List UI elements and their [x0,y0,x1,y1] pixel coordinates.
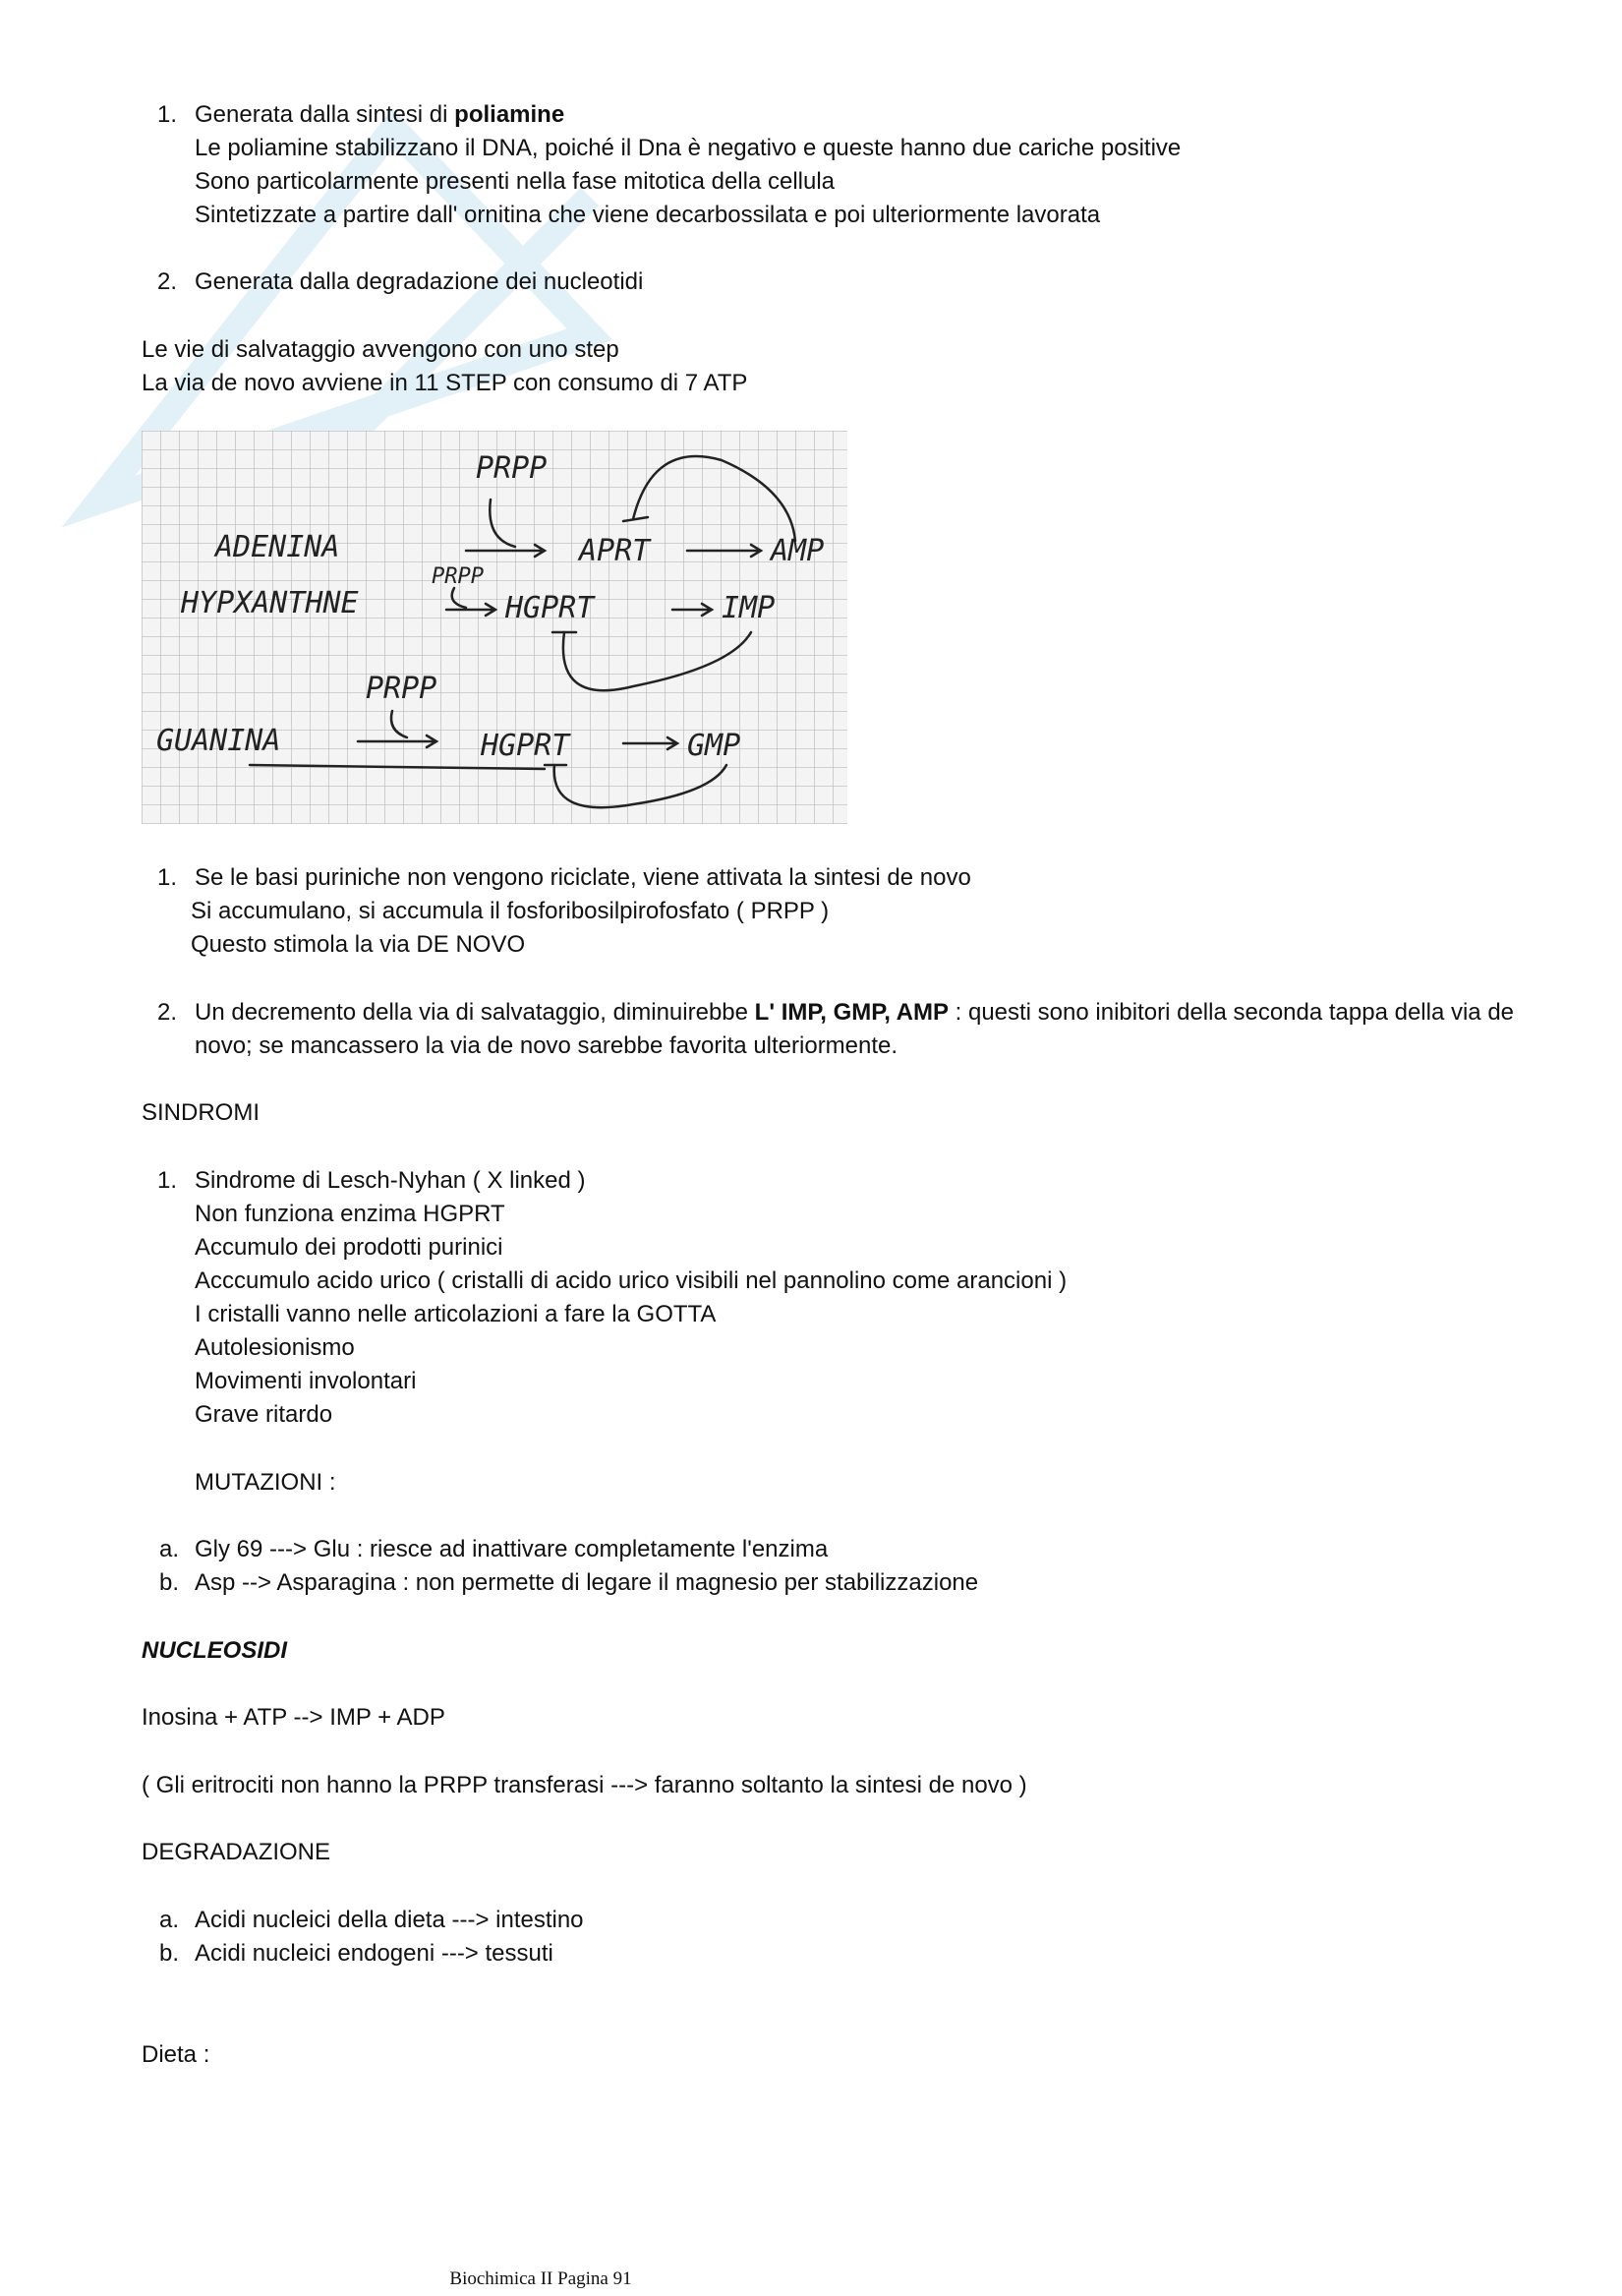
list2-num-2: 2. [157,999,178,1026]
nucleosidi-reaction: Inosina + ATP --> IMP + ADP [142,1704,445,1731]
bold-term: poliamine [454,101,565,128]
label-prpp-2: PRPP [432,564,484,589]
nucleosidi-note: ( Gli eritrociti non hanno la PRPP transferasi ---> faranno soltanto la sintesi de novo ) [142,1772,1027,1798]
mutazione-text-a: Gly 69 ---> Glu : riesce ad inattivare completamente l'enzima [195,1536,829,1562]
list1-num-1: 1. [157,101,178,128]
degradazione-text-a: Acidi nucleici della dieta ---> intestino [195,1907,584,1933]
list1-item2-line1: Generata dalla degradazione dei nucleotidi [195,268,644,295]
sindromi-line: I cristalli vanno nelle articolazioni a fare la GOTTA [195,1301,717,1327]
degradazione-letter-a: a. [159,1907,180,1933]
list1-item1-line2: Le poliamine stabilizzano il DNA, poiché il Dna è negativo e queste hanno due cariche positive [195,135,1182,161]
list1-num-2: 2. [157,268,178,295]
list2-item1-line3: Questo stimola la via DE NOVO [191,931,526,958]
salvage-pathway-figure [142,431,847,824]
heading-sindromi: SINDROMI [142,1099,260,1126]
mutazioni-label: MUTAZIONI : [195,1469,336,1496]
heading-nucleosidi: NUCLEOSIDI [142,1637,288,1664]
dieta-label: Dieta : [142,2041,210,2068]
label-hgprt-2: HGPRT [481,729,570,763]
label-prpp-1: PRPP [476,451,548,486]
text-span: : questi sono inibitori della seconda tappa della via de [948,999,1515,1026]
sindromi-line: Sindrome di Lesch-Nyhan ( X linked ) [195,1167,586,1194]
sindromi-num: 1. [157,1167,178,1194]
list1-item1-line4: Sintetizzate a partire dall' ornitina che viene decarbossilata e poi ulteriormente lavorata [195,202,1101,228]
label-hypoxanthine: HYPXANTHNE [181,586,359,620]
label-guanina: GUANINA [156,724,281,758]
heading-degradazione: DEGRADAZIONE [142,1839,331,1865]
label-adenina: ADENINA [215,530,340,564]
degradazione-letter-b: b. [159,1940,180,1967]
label-gmp: GMP [687,729,741,763]
list2-item2-line2: novo; se mancassero la via de novo sarebbe favorita ulteriormente. [195,1032,898,1059]
sindromi-line: Grave ritardo [195,1401,333,1428]
paragraph-line: Le vie di salvataggio avvengono con uno step [142,336,619,363]
mutazione-letter-b: b. [159,1569,180,1596]
text-span: Un decremento della via di salvataggio, diminuirebbe [195,999,755,1026]
sindromi-line: Accumulo dei prodotti purinici [195,1234,503,1261]
mutazione-letter-a: a. [159,1536,180,1562]
paragraph-line: La via de novo avviene in 11 STEP con consumo di 7 ATP [142,370,748,396]
sindromi-line: Movimenti involontari [195,1368,417,1394]
label-hgprt-1: HGPRT [505,591,595,625]
label-aprt: APRT [579,534,651,568]
bold-term: L' IMP, GMP, AMP [754,999,949,1026]
label-imp: IMP [722,591,776,625]
list1-item1-line1 [195,98,564,132]
list2-item1-line1: Se le basi puriniche non vengono riciclate, viene attivata la sintesi de novo [195,864,971,891]
list2-item1-line2: Si accumulano, si accumula il fosforibosilpirofosfato ( PRPP ) [191,898,830,924]
label-prpp-3: PRPP [366,672,437,706]
sindromi-line: Non funziona enzima HGPRT [195,1201,505,1227]
list2-num-1: 1. [157,864,178,891]
sindromi-line: Acccumulo acido urico ( cristalli di acido urico visibili nel pannolino come arancioni ) [195,1267,1068,1294]
sindromi-line: Autolesionismo [195,1334,355,1361]
list1-item1-line3: Sono particolarmente presenti nella fase mitotica della cellula [195,168,836,195]
mutazione-text-b: Asp --> Asparagina : non permette di legare il magnesio per stabilizzazione [195,1569,979,1596]
page-footer: Biochimica II Pagina 91 [449,2268,632,2289]
text-span: Generata dalla sintesi di [195,101,455,128]
list2-item2-line1 [195,996,1514,1030]
label-amp: AMP [771,534,825,568]
degradazione-text-b: Acidi nucleici endogeni ---> tessuti [195,1940,553,1967]
